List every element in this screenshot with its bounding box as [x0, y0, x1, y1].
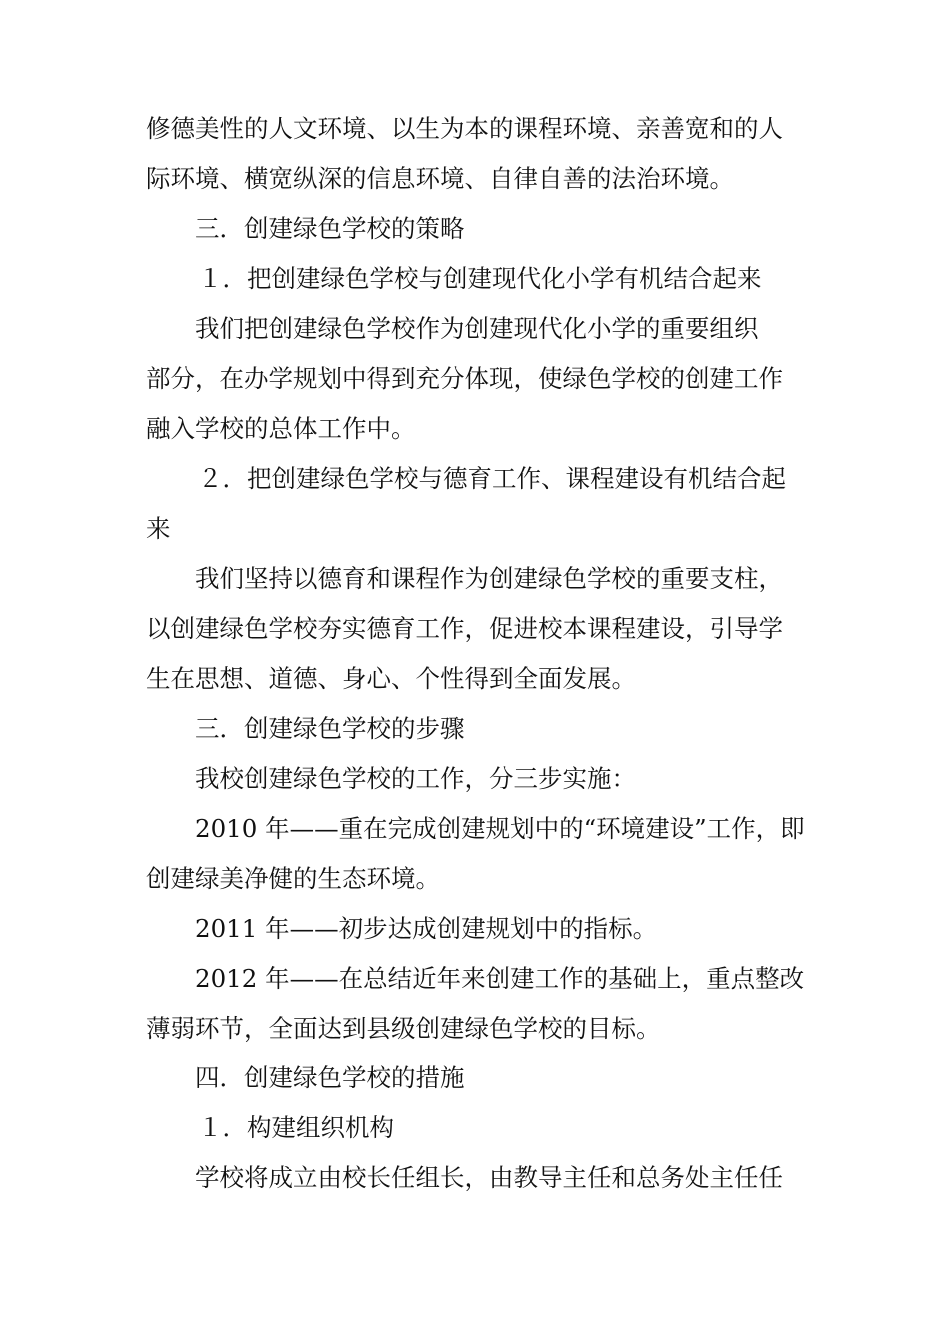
paragraph-line: 我们把创建绿色学校作为创建现代化小学的重要组织 — [195, 314, 759, 343]
subsection-heading: ２．把创建绿色学校与德育工作、课程建设有机结合起 — [198, 464, 786, 493]
paragraph-line: 际环境、横宽纵深的信息环境、自律自善的法治环境。 — [146, 164, 734, 193]
paragraph-line: 融入学校的总体工作中。 — [146, 414, 416, 443]
paragraph-line: 学校将成立由校长任组长，由教导主任和总务处主任任 — [195, 1163, 783, 1192]
paragraph-line: 以创建绿色学校夯实德育工作，促进校本课程建设，引导学 — [146, 614, 783, 643]
section-heading: 四．创建绿色学校的措施 — [195, 1063, 465, 1092]
paragraph-line: 薄弱环节，全面达到县级创建绿色学校的目标。 — [146, 1014, 661, 1043]
subsection-heading: １．把创建绿色学校与创建现代化小学有机结合起来 — [198, 264, 762, 293]
paragraph-line: 修德美性的人文环境、以生为本的课程环境、亲善宽和的人 — [146, 114, 783, 143]
subsection-heading: １．构建组织机构 — [198, 1113, 394, 1142]
paragraph-line: 2012 年——在总结近年来创建工作的基础上，重点整改 — [195, 964, 805, 993]
subsection-heading-continued: 来 — [146, 514, 171, 543]
paragraph-line: 2011 年——初步达成创建规划中的指标。 — [195, 914, 658, 943]
paragraph-line: 生在思想、道德、身心、个性得到全面发展。 — [146, 664, 636, 693]
paragraph-line: 创建绿美净健的生态环境。 — [146, 864, 440, 893]
paragraph-line: 2010 年——重在完成创建规划中的“环境建设”工作，即 — [195, 814, 805, 843]
paragraph-line: 部分，在办学规划中得到充分体现，使绿色学校的创建工作 — [146, 364, 783, 393]
section-heading: 三．创建绿色学校的步骤 — [195, 714, 465, 743]
section-heading: 三．创建绿色学校的策略 — [195, 214, 465, 243]
paragraph-line: 我们坚持以德育和课程作为创建绿色学校的重要支柱， — [195, 564, 783, 593]
paragraph-line: 我校创建绿色学校的工作，分三步实施： — [195, 764, 636, 793]
